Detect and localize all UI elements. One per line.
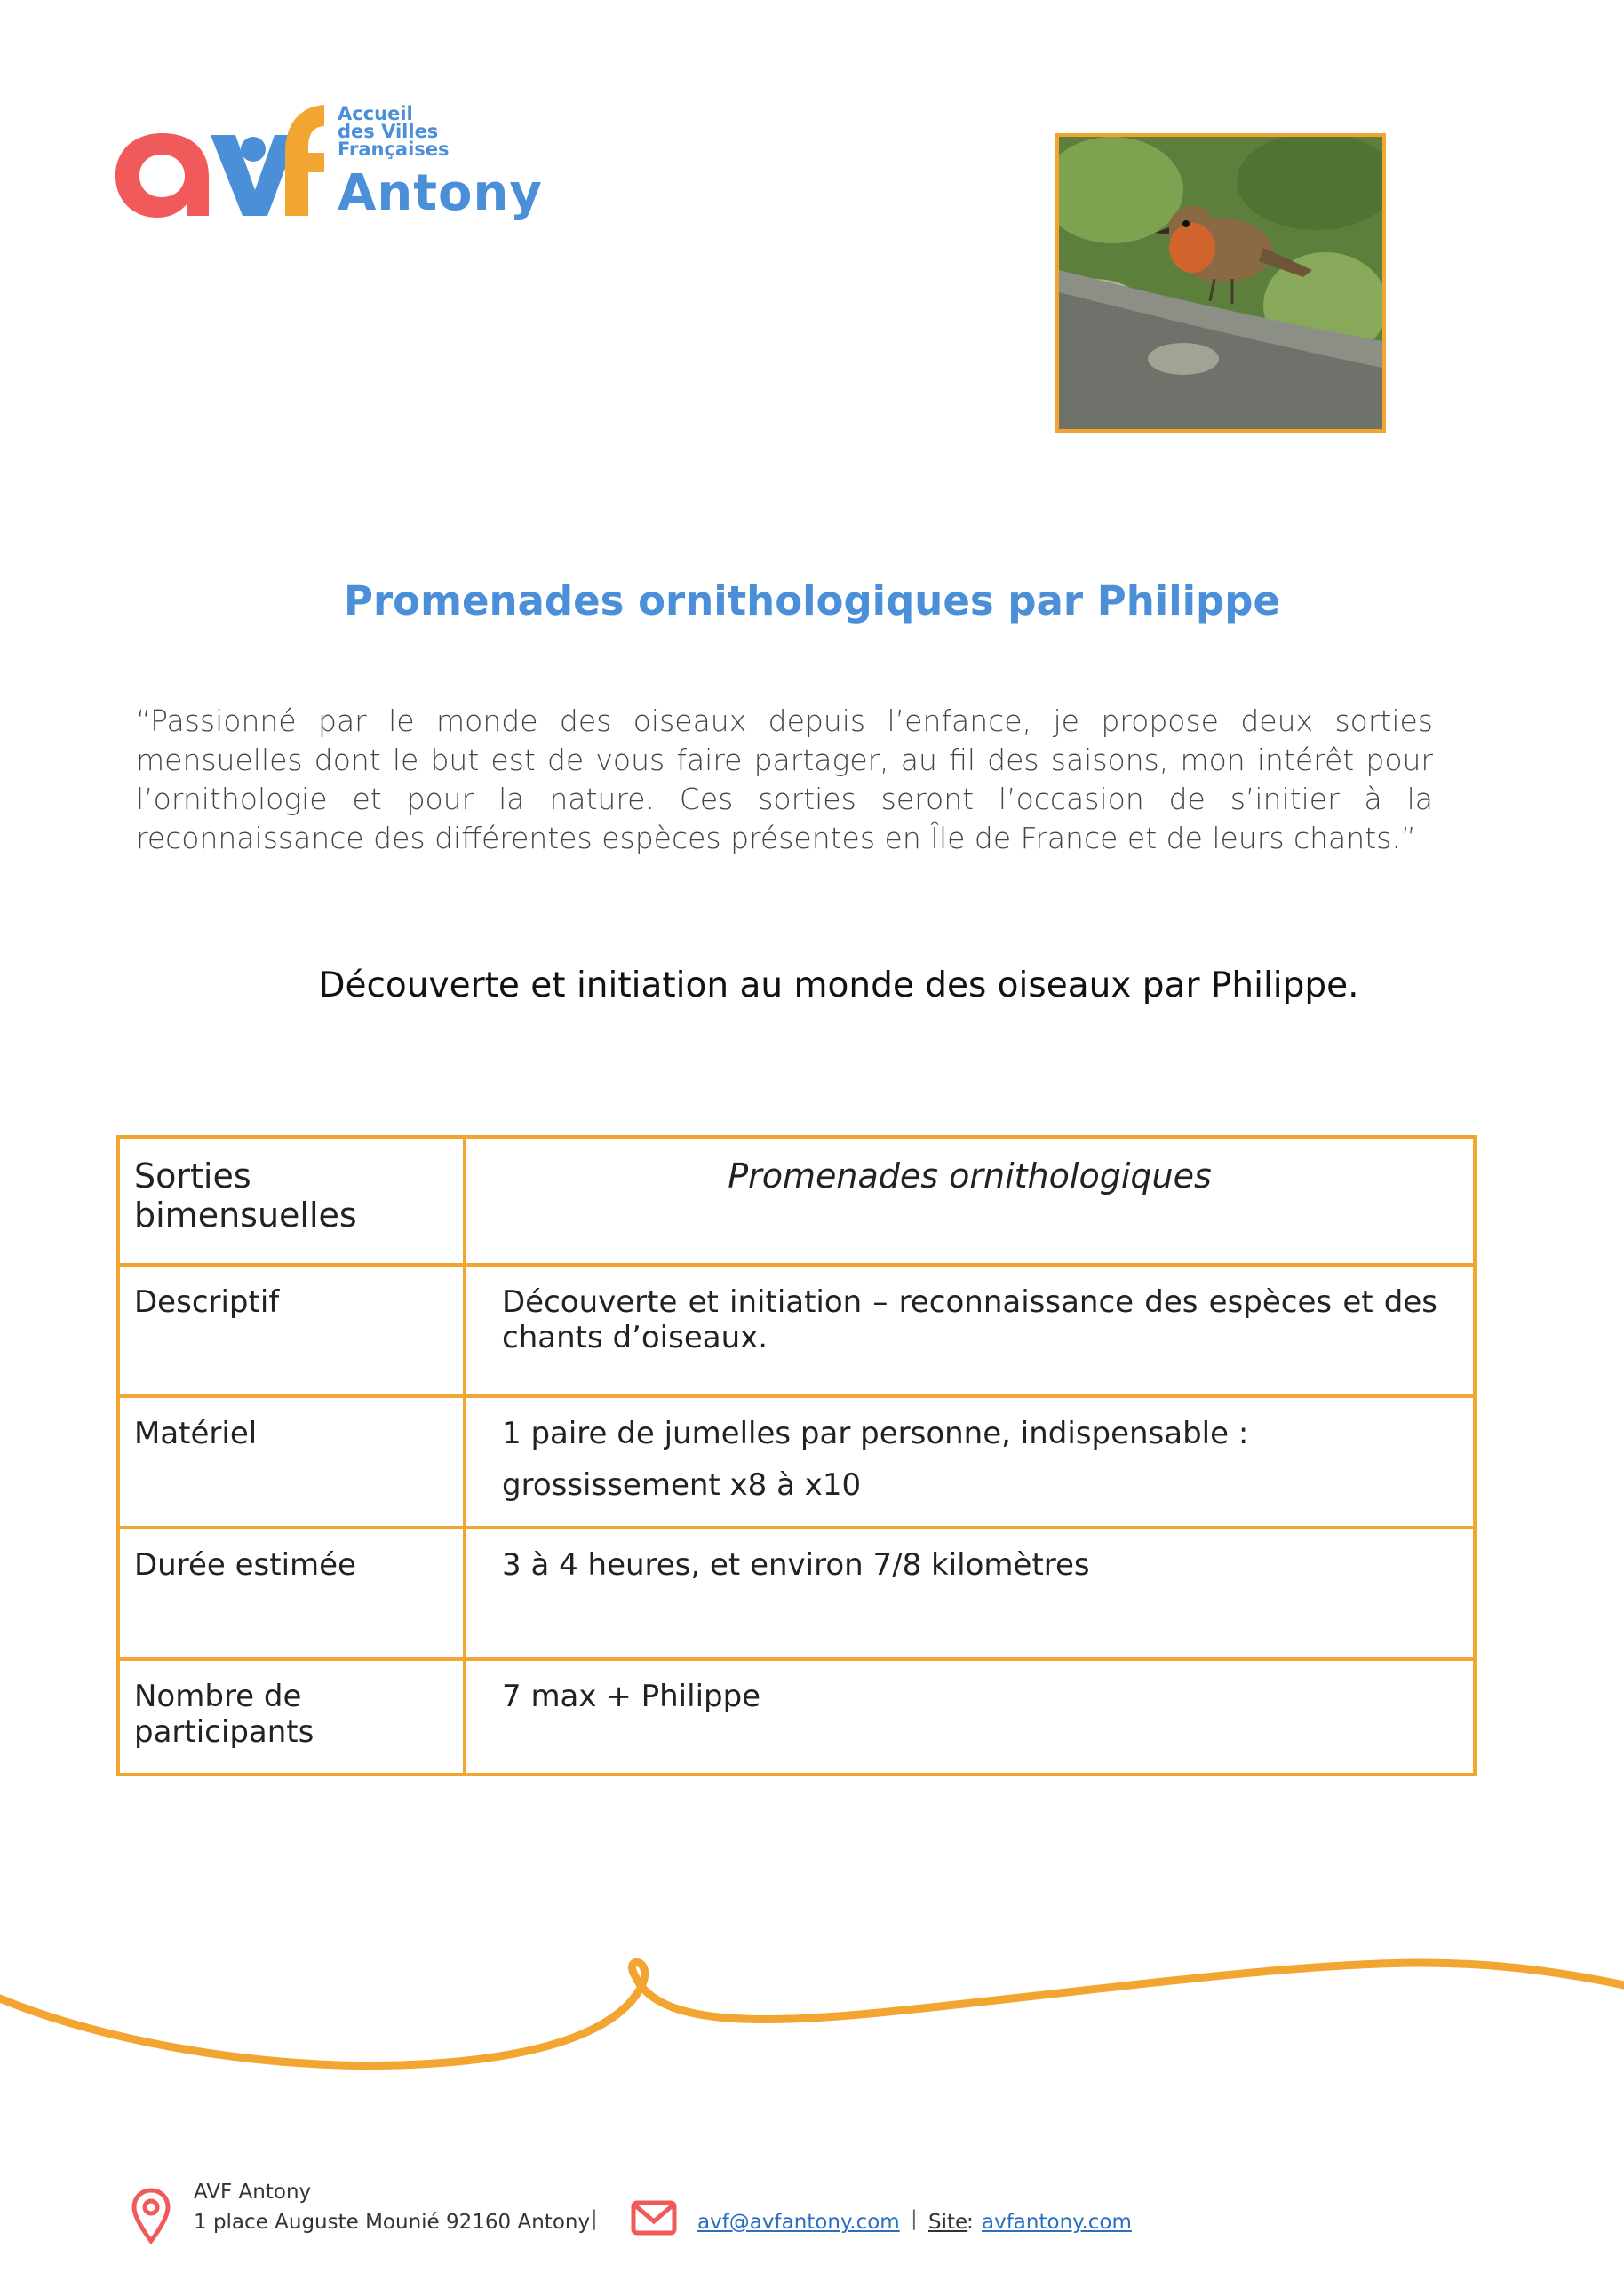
table-row-value: 7 max + Philippe xyxy=(465,1659,1475,1775)
location-pin-icon xyxy=(131,2188,171,2244)
table-row-value-line2: grossissement x8 à x10 xyxy=(502,1467,862,1503)
intro-quote: “Passionné par le monde des oiseaux depuis l’enfance, je propose deux sorties mensuelles dont le but est de vous faire partager, au fil des saisons, mon intérêt pour l’ornithologie et pour la nature. Ces sorties seront l’occasion de s’initier à la reconnaissance des différentes espèces présentes en Île de France et de leurs chants.” xyxy=(136,703,1433,855)
mail-icon xyxy=(631,2200,677,2236)
decorative-wave xyxy=(0,1936,1624,2096)
table-header-value: Promenades ornithologiques xyxy=(465,1137,1475,1265)
logo-tagline xyxy=(338,105,450,158)
footer-site-colon: : xyxy=(967,2211,974,2234)
table-header-row xyxy=(118,1137,1475,1265)
table-row-key: Descriptif xyxy=(118,1265,465,1396)
table-row xyxy=(118,1659,1475,1775)
table-row-key: Matériel xyxy=(118,1396,465,1528)
footer xyxy=(124,2181,1457,2252)
table-row xyxy=(118,1528,1475,1659)
info-table xyxy=(116,1135,1477,1776)
logo-tagline-line2: des Villes xyxy=(338,121,439,142)
logo-tagline-line1: Accueil xyxy=(338,103,413,124)
footer-site-link[interactable]: avfantony.com xyxy=(982,2211,1132,2234)
table-row-value xyxy=(465,1396,1475,1528)
footer-address: 1 place Auguste Mounié 92160 Antony xyxy=(194,2211,591,2234)
logo-city-name: Antony xyxy=(338,164,543,222)
table-row-value: Découverte et initiation – reconnaissance des espèces et des chants d’oiseaux. xyxy=(465,1265,1475,1396)
table-row xyxy=(118,1396,1475,1528)
footer-org-name: AVF Antony xyxy=(194,2181,312,2204)
table-header-key: Sorties bimensuelles xyxy=(118,1137,465,1265)
avf-antony-logo xyxy=(111,98,543,240)
table-row-key: Nombre de participants xyxy=(118,1659,465,1775)
page-subtitle: Découverte et initiation au monde des oiseaux par Philippe. xyxy=(318,965,1359,1005)
table-row-value-line1: 1 paire de jumelles par personne, indispensable : xyxy=(502,1416,1249,1451)
table-row-key: Durée estimée xyxy=(118,1528,465,1659)
footer-site-label: Site xyxy=(928,2211,968,2234)
footer-separator: | xyxy=(911,2207,918,2230)
footer-separator: | xyxy=(591,2207,598,2230)
table-row xyxy=(118,1265,1475,1396)
avf-logo-letters xyxy=(111,98,324,231)
logo-tagline-line3: Françaises xyxy=(338,139,450,160)
page-title: Promenades ornithologiques par Philippe xyxy=(344,577,1280,624)
table-row-value: 3 à 4 heures, et environ 7/8 kilomètres xyxy=(465,1528,1475,1659)
robin-photo xyxy=(1055,133,1386,433)
footer-email-link[interactable]: avf@avfantony.com xyxy=(697,2211,900,2234)
